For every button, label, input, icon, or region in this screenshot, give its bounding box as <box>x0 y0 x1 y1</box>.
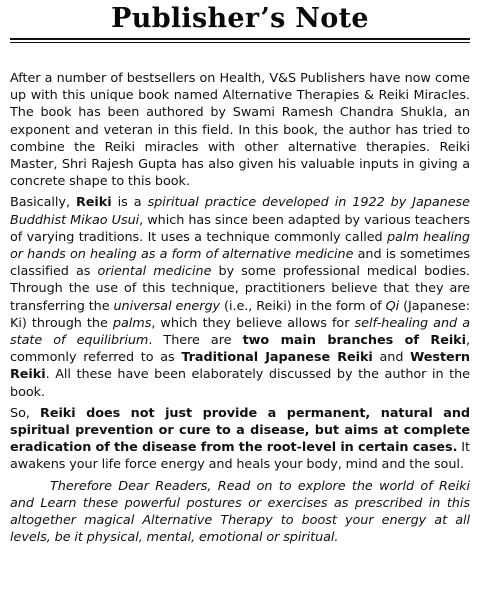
text-run: , which they believe allows for <box>151 315 355 331</box>
title-underline <box>10 38 470 40</box>
text-run: (i.e., Reiki) in the form of <box>220 298 386 314</box>
bold-text: two main branches of Reiki <box>242 333 466 349</box>
paragraph-reiki-benefits <box>10 405 470 474</box>
text-run: . There are <box>148 333 243 349</box>
text-run: So, <box>10 405 41 421</box>
italic-text: Therefore Dear Readers, Read on to explore the world of Reiki and Learn these powerful postures or exercises as prescribed in this altogether magical Alternative Therapy to boost your energy at all levels, be it physical, mental, emotional or spiritual. <box>10 478 470 546</box>
italic-text: universal energy <box>113 298 221 314</box>
bold-text: Traditional Japanese Reiki <box>181 350 373 366</box>
italic-text: palms <box>112 315 152 331</box>
paragraph-closing <box>10 478 470 547</box>
text-run: and is sometimes classified as <box>10 247 471 280</box>
italic-text: Qi <box>385 298 400 314</box>
title-underline-secondary <box>10 42 470 43</box>
text-run: by some professional medical bodies. Through the use of this technique, practitioners believe that they are transferring the <box>10 264 471 314</box>
text-run: (Japanese: Ki) through the <box>10 298 471 331</box>
paragraph-intro <box>10 70 470 190</box>
bold-text: Reiki does not just provide a permanent, natural and spiritual prevention or cure to a disease, but aims at complete eradication of the disease from the root-level in certain cases. <box>10 405 470 456</box>
bold-text: Western Reiki <box>10 350 470 383</box>
text-run: is a <box>111 195 148 211</box>
text-run: and <box>372 350 411 366</box>
italic-text: palm healing or hands on healing as a form of alternative medicine <box>10 229 470 263</box>
text-run: , which has since been adapted by various teachers of varying traditions. It uses a technique commonly called <box>10 212 470 245</box>
text-run: , commonly referred to as <box>10 333 471 366</box>
italic-text: self-healing and a state of equilibrium <box>10 315 471 349</box>
text-run: After a number of bestsellers on Health, V&S Publishers have now come up with this unique book named Alternative Therapies & Reiki Miracles. The book has been authored by Swami Ramesh Chandra Shukla, an exponent and veteran in this field. In this book, the author has tried to combine the Reiki miracles with other alternative therapies. Reiki Master, Shri Rajesh Gupta has also given his valuable inputs in giving a concrete shape to this book. <box>10 71 470 190</box>
note-body <box>10 70 470 546</box>
bold-text: Reiki <box>76 195 112 211</box>
italic-text: oriental medicine <box>97 264 212 280</box>
paragraph-reiki-definition <box>10 194 470 400</box>
text-run: Basically, <box>10 195 76 211</box>
italic-text: spiritual practice developed in 1922 by Japanese Buddhist Mikao Usui <box>10 195 470 228</box>
text-run: . All these have been elaborately discussed by the author in the book. <box>10 367 470 400</box>
text-run: It awakens your life force energy and heals your body, mind and the soul. <box>10 440 470 473</box>
page-title: Publisher’s Note <box>111 3 369 34</box>
